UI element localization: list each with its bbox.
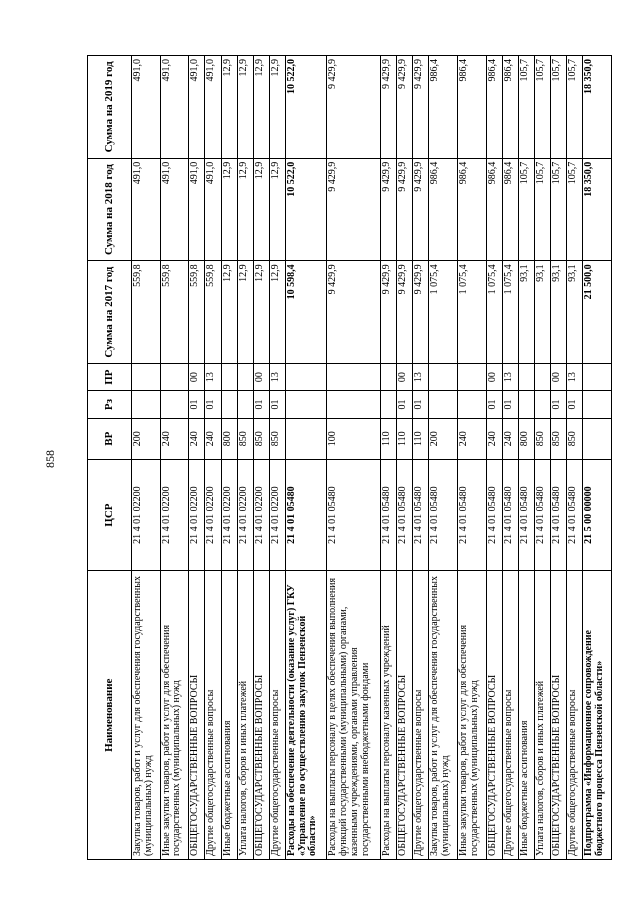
table-row — [502, 56, 518, 860]
cell-vr: 850 — [253, 418, 269, 459]
cell-pr: 00 — [253, 363, 269, 390]
cell-sum-2019: 105,7 — [567, 56, 583, 159]
cell-csr: 21 4 01 05480 — [534, 459, 550, 571]
cell-csr: 21 4 01 05480 — [285, 459, 326, 571]
cell-sum-2017: 559,8 — [205, 261, 221, 364]
cell-sum-2019: 9 429,9 — [397, 56, 413, 159]
cell-csr: 21 4 01 05480 — [327, 459, 381, 571]
cell-pr: 00 — [550, 363, 566, 390]
cell-sum-2018: 12,9 — [269, 158, 285, 261]
cell-sum-2017: 9 429,9 — [413, 261, 429, 364]
cell-csr: 21 4 01 02200 — [205, 459, 221, 571]
cell-vr: 850 — [550, 418, 566, 459]
cell-name: Подпрограмма «Информационное сопровождение бюджетного процесса Пензенской области» — [583, 571, 612, 860]
cell-sum-2018: 986,4 — [457, 158, 486, 261]
cell-sum-2017: 93,1 — [567, 261, 583, 364]
cell-vr: 240 — [160, 418, 189, 459]
cell-pr — [285, 363, 326, 390]
cell-pr: 13 — [269, 363, 285, 390]
cell-csr: 21 4 01 05480 — [567, 459, 583, 571]
cell-vr: 850 — [567, 418, 583, 459]
cell-name: ОБЩЕГОСУДАРСТВЕННЫЕ ВОПРОСЫ — [189, 571, 205, 860]
cell-pr — [132, 363, 161, 390]
cell-sum-2017: 12,9 — [269, 261, 285, 364]
cell-rz: 01 — [253, 391, 269, 418]
cell-sum-2017: 9 429,9 — [397, 261, 413, 364]
cell-pr — [160, 363, 189, 390]
cell-sum-2019: 491,0 — [205, 56, 221, 159]
cell-sum-2019: 105,7 — [550, 56, 566, 159]
cell-rz: 01 — [502, 391, 518, 418]
header-vr: ВР — [88, 418, 132, 459]
cell-sum-2019: 491,0 — [160, 56, 189, 159]
table-row — [583, 56, 612, 860]
cell-name: Другие общегосударственные вопросы — [269, 571, 285, 860]
cell-sum-2017: 1 075,4 — [457, 261, 486, 364]
header-sum-2018: Сумма на 2018 год — [88, 158, 132, 261]
table-header — [88, 56, 132, 860]
cell-pr: 13 — [567, 363, 583, 390]
cell-rz: 01 — [413, 391, 429, 418]
cell-csr: 21 4 01 05480 — [429, 459, 458, 571]
cell-name: Расходы на выплаты персоналу в целях обеспечения выполнения функций государственными (муниципальными) органами, казенными учреждениями, органами управления государственными внебюджетными фондами — [327, 571, 381, 860]
cell-pr — [237, 363, 253, 390]
cell-sum-2018: 105,7 — [534, 158, 550, 261]
cell-rz: 01 — [550, 391, 566, 418]
cell-sum-2018: 986,4 — [429, 158, 458, 261]
cell-vr: 240 — [486, 418, 502, 459]
cell-sum-2018: 9 429,9 — [413, 158, 429, 261]
cell-vr: 800 — [518, 418, 534, 459]
cell-sum-2018: 9 429,9 — [381, 158, 397, 261]
table-row — [486, 56, 502, 860]
cell-vr — [285, 418, 326, 459]
cell-rz — [327, 391, 381, 418]
cell-sum-2017: 559,8 — [160, 261, 189, 364]
cell-csr: 21 4 01 02200 — [237, 459, 253, 571]
cell-sum-2017: 1 075,4 — [486, 261, 502, 364]
cell-sum-2018: 105,7 — [550, 158, 566, 261]
cell-rz — [221, 391, 237, 418]
cell-vr: 240 — [457, 418, 486, 459]
cell-name: Другие общегосударственные вопросы — [413, 571, 429, 860]
cell-name: ОБЩЕГОСУДАРСТВЕННЫЕ ВОПРОСЫ — [253, 571, 269, 860]
page-number: 858 — [43, 450, 57, 468]
cell-csr: 21 4 01 05480 — [502, 459, 518, 571]
cell-pr: 00 — [486, 363, 502, 390]
table-row — [269, 56, 285, 860]
cell-sum-2019: 986,4 — [457, 56, 486, 159]
table-row — [550, 56, 566, 860]
cell-pr — [381, 363, 397, 390]
cell-sum-2017: 12,9 — [221, 261, 237, 364]
cell-sum-2019: 491,0 — [189, 56, 205, 159]
cell-name: ОБЩЕГОСУДАРСТВЕННЫЕ ВОПРОСЫ — [397, 571, 413, 860]
cell-pr: 13 — [413, 363, 429, 390]
cell-pr: 13 — [205, 363, 221, 390]
cell-name: Иные закупки товаров, работ и услуг для обеспечения государственных (муниципальных) нужд — [457, 571, 486, 860]
table-row — [518, 56, 534, 860]
cell-csr: 21 4 01 05480 — [413, 459, 429, 571]
cell-sum-2017: 1 075,4 — [502, 261, 518, 364]
cell-name: Иные бюджетные ассигнования — [221, 571, 237, 860]
cell-rz — [237, 391, 253, 418]
cell-csr: 21 4 01 02200 — [160, 459, 189, 571]
cell-sum-2018: 986,4 — [502, 158, 518, 261]
cell-name: Расходы на обеспечение деятельности (оказание услуг) ГКУ «Управление по осуществлению закупок Пензенской области» — [285, 571, 326, 860]
cell-sum-2018: 491,0 — [160, 158, 189, 261]
budget-table — [87, 55, 612, 860]
cell-name: ОБЩЕГОСУДАРСТВЕННЫЕ ВОПРОСЫ — [550, 571, 566, 860]
cell-sum-2019: 9 429,9 — [413, 56, 429, 159]
cell-csr: 21 4 01 02200 — [189, 459, 205, 571]
cell-sum-2018: 9 429,9 — [327, 158, 381, 261]
cell-csr: 21 4 01 02200 — [253, 459, 269, 571]
cell-vr: 100 — [327, 418, 381, 459]
cell-sum-2018: 986,4 — [486, 158, 502, 261]
cell-sum-2019: 9 429,9 — [381, 56, 397, 159]
cell-sum-2018: 12,9 — [237, 158, 253, 261]
cell-name: ОБЩЕГОСУДАРСТВЕННЫЕ ВОПРОСЫ — [486, 571, 502, 860]
cell-sum-2017: 559,8 — [189, 261, 205, 364]
cell-vr: 850 — [534, 418, 550, 459]
cell-sum-2018: 105,7 — [567, 158, 583, 261]
cell-csr: 21 4 01 02200 — [221, 459, 237, 571]
cell-csr: 21 4 01 05480 — [550, 459, 566, 571]
cell-sum-2017: 12,9 — [237, 261, 253, 364]
cell-sum-2018: 105,7 — [518, 158, 534, 261]
cell-sum-2019: 10 522,0 — [285, 56, 326, 159]
cell-name: Уплата налогов, сборов и иных платежей — [237, 571, 253, 860]
cell-name: Закупка товаров, работ и услуг для обеспечения государственных (муниципальных) нужд — [132, 571, 161, 860]
cell-pr — [583, 363, 612, 390]
cell-rz — [381, 391, 397, 418]
cell-pr — [518, 363, 534, 390]
table-row — [429, 56, 458, 860]
cell-rz: 01 — [269, 391, 285, 418]
cell-csr: 21 4 01 05480 — [381, 459, 397, 571]
cell-sum-2019: 12,9 — [237, 56, 253, 159]
cell-rz — [429, 391, 458, 418]
header-sum-2019: Сумма на 2019 год — [88, 56, 132, 159]
cell-sum-2019: 12,9 — [221, 56, 237, 159]
cell-vr: 200 — [429, 418, 458, 459]
cell-name: Закупка товаров, работ и услуг для обеспечения государственных (муниципальных) нужд — [429, 571, 458, 860]
cell-pr — [534, 363, 550, 390]
cell-csr: 21 4 01 05480 — [457, 459, 486, 571]
cell-rz: 01 — [205, 391, 221, 418]
cell-sum-2019: 12,9 — [253, 56, 269, 159]
cell-sum-2017: 559,8 — [132, 261, 161, 364]
header-rz: Рз — [88, 391, 132, 418]
cell-name: Другие общегосударственные вопросы — [567, 571, 583, 860]
header-sum-2017: Сумма на 2017 год — [88, 261, 132, 364]
table-row — [237, 56, 253, 860]
cell-sum-2017: 9 429,9 — [327, 261, 381, 364]
cell-csr: 21 4 01 02200 — [269, 459, 285, 571]
cell-rz — [160, 391, 189, 418]
cell-sum-2019: 986,4 — [429, 56, 458, 159]
cell-rz — [534, 391, 550, 418]
cell-sum-2019: 986,4 — [502, 56, 518, 159]
cell-rz — [132, 391, 161, 418]
cell-sum-2017: 93,1 — [518, 261, 534, 364]
cell-sum-2019: 105,7 — [534, 56, 550, 159]
cell-sum-2018: 9 429,9 — [397, 158, 413, 261]
cell-sum-2019: 18 350,0 — [583, 56, 612, 159]
cell-sum-2018: 18 350,0 — [583, 158, 612, 261]
cell-vr: 800 — [221, 418, 237, 459]
table-row — [381, 56, 397, 860]
table-row — [413, 56, 429, 860]
table-row — [285, 56, 326, 860]
cell-rz: 01 — [189, 391, 205, 418]
cell-pr: 00 — [397, 363, 413, 390]
cell-sum-2018: 12,9 — [253, 158, 269, 261]
table-row — [221, 56, 237, 860]
cell-vr: 850 — [269, 418, 285, 459]
rotated-table-container — [87, 55, 612, 860]
table-row — [327, 56, 381, 860]
table-row — [567, 56, 583, 860]
cell-rz: 01 — [397, 391, 413, 418]
cell-vr: 240 — [205, 418, 221, 459]
cell-rz: 01 — [486, 391, 502, 418]
cell-vr: 110 — [413, 418, 429, 459]
cell-pr — [327, 363, 381, 390]
cell-sum-2017: 9 429,9 — [381, 261, 397, 364]
cell-pr — [429, 363, 458, 390]
cell-vr — [583, 418, 612, 459]
table-row — [189, 56, 205, 860]
cell-rz — [285, 391, 326, 418]
cell-sum-2019: 9 429,9 — [327, 56, 381, 159]
cell-csr: 21 4 01 02200 — [132, 459, 161, 571]
table-row — [132, 56, 161, 860]
table-row — [205, 56, 221, 860]
cell-sum-2018: 491,0 — [132, 158, 161, 261]
cell-sum-2018: 10 522,0 — [285, 158, 326, 261]
cell-sum-2017: 12,9 — [253, 261, 269, 364]
cell-sum-2019: 105,7 — [518, 56, 534, 159]
header-pr: ПР — [88, 363, 132, 390]
cell-pr: 13 — [502, 363, 518, 390]
header-csr: ЦСР — [88, 459, 132, 571]
table-body — [132, 56, 612, 860]
cell-sum-2017: 21 500,0 — [583, 261, 612, 364]
cell-name: Расходы на выплаты персоналу казенных учреждений — [381, 571, 397, 860]
cell-sum-2017: 93,1 — [534, 261, 550, 364]
cell-name: Другие общегосударственные вопросы — [205, 571, 221, 860]
cell-sum-2018: 491,0 — [189, 158, 205, 261]
table-row — [397, 56, 413, 860]
cell-sum-2019: 491,0 — [132, 56, 161, 159]
cell-name: Иные закупки товаров, работ и услуг для обеспечения государственных (муниципальных) нужд — [160, 571, 189, 860]
cell-vr: 110 — [397, 418, 413, 459]
table-row — [534, 56, 550, 860]
cell-csr: 21 4 01 05480 — [486, 459, 502, 571]
cell-rz: 01 — [567, 391, 583, 418]
cell-rz — [518, 391, 534, 418]
cell-rz — [583, 391, 612, 418]
cell-sum-2017: 93,1 — [550, 261, 566, 364]
cell-name: Уплата налогов, сборов и иных платежей — [534, 571, 550, 860]
cell-vr: 110 — [381, 418, 397, 459]
cell-sum-2017: 1 075,4 — [429, 261, 458, 364]
cell-sum-2018: 12,9 — [221, 158, 237, 261]
cell-name: Иные бюджетные ассигнования — [518, 571, 534, 860]
cell-name: Другие общегосударственные вопросы — [502, 571, 518, 860]
cell-vr: 850 — [237, 418, 253, 459]
table-row — [160, 56, 189, 860]
cell-vr: 240 — [502, 418, 518, 459]
table-row — [457, 56, 486, 860]
cell-sum-2019: 986,4 — [486, 56, 502, 159]
table-row — [253, 56, 269, 860]
cell-pr: 00 — [189, 363, 205, 390]
cell-sum-2019: 12,9 — [269, 56, 285, 159]
cell-sum-2017: 10 598,4 — [285, 261, 326, 364]
cell-pr — [457, 363, 486, 390]
cell-pr — [221, 363, 237, 390]
cell-vr: 200 — [132, 418, 161, 459]
cell-vr: 240 — [189, 418, 205, 459]
cell-sum-2018: 491,0 — [205, 158, 221, 261]
cell-rz — [457, 391, 486, 418]
cell-csr: 21 4 01 05480 — [397, 459, 413, 571]
cell-csr: 21 5 00 00000 — [583, 459, 612, 571]
header-name: Наименование — [88, 571, 132, 860]
cell-csr: 21 4 01 05480 — [518, 459, 534, 571]
